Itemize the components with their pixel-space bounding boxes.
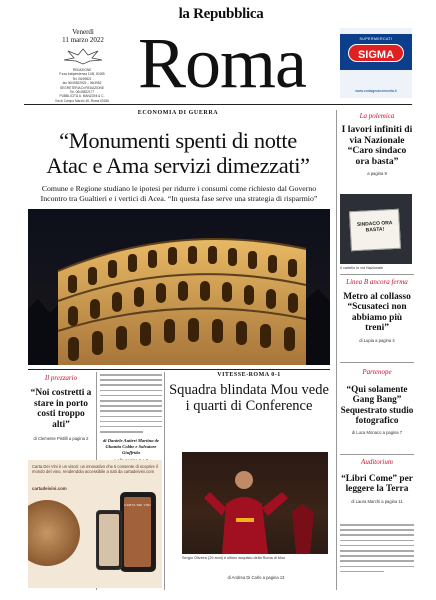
auditorium-body [340, 524, 414, 576]
sidebar-byline: di Luca Monaco a pagina 7 [351, 429, 403, 435]
main-headline-line: “Monumenti spenti di notte [59, 128, 297, 153]
contact-line: fax 06/49822923 – 06/4982 [62, 81, 102, 86]
colosseum-photo[interactable] [28, 209, 330, 365]
contact-line: REDAZIONE [72, 68, 92, 72]
contact-line: PUBBLICITÀ A. MANZONI & C. [59, 94, 105, 99]
sport-kicker: VITESSE-ROMA 0-1 [217, 372, 281, 378]
text-line [100, 374, 162, 376]
contact-line: P.zza Indipendenza 11/B, 00185 [59, 72, 105, 77]
story-byline: di Clemente Pistilli a pagina 2 [33, 436, 89, 442]
text-line [340, 566, 414, 568]
text-line [100, 431, 143, 433]
edition-title: Roma [138, 23, 306, 103]
weekday: Venerdì [72, 28, 94, 36]
text-line [340, 529, 414, 531]
date: 11 marzo 2022 [62, 36, 104, 44]
story-headline: “Noi costretti a stare in porto costi troppo alti” [30, 388, 92, 430]
text-line [340, 534, 414, 536]
sidebar-divider [336, 110, 337, 590]
contact-line: Via di Campo Marzio 46, Roma 00186 [55, 98, 109, 103]
date-box [44, 28, 122, 44]
text-line [100, 379, 162, 381]
sidebar-byline: a pagina 9 [367, 171, 387, 177]
newspaper-name: la Repubblica [178, 6, 264, 22]
col-divider [164, 372, 165, 590]
main-kicker: ECONOMIA DI GUERRA [137, 110, 219, 116]
ad-url[interactable]: cartadeivini.com [32, 486, 67, 491]
text-line [100, 400, 162, 402]
sport-headline: Squadra blindata Mou vede i quarti di Conference [169, 382, 329, 414]
sidebar-byline: di Lupia a pagina 4 [359, 337, 395, 343]
top-ad-kicker: SUPERMERCATI [359, 37, 393, 41]
sidebar-byline: di Laura Marchi a pagina 11 [351, 498, 403, 504]
text-line [100, 395, 162, 397]
sidebar-separator [340, 362, 414, 363]
phone-screen [99, 514, 119, 566]
text-line [100, 416, 162, 418]
sidebar-story-polemica[interactable] [340, 112, 414, 176]
text-line [340, 560, 414, 562]
via-nazionale-caption: Il cartello in via Nazionale [340, 266, 384, 270]
main-headline-line: Atac e Ama servizi dimezzati” [46, 153, 310, 178]
sport-caption: Sergio Oliveira (29 anni) è ultimo acquisto della Roma di Mou [182, 556, 286, 560]
player-illustration [182, 452, 328, 554]
carta-dei-vini-ad[interactable] [28, 460, 162, 588]
text-line [340, 524, 414, 526]
protest-sign [349, 209, 401, 252]
text-line [340, 571, 384, 573]
text-line [100, 421, 162, 423]
text-line [340, 540, 414, 542]
top-ad-brand [348, 44, 404, 62]
sidebar-story-partenope[interactable] [340, 368, 414, 435]
mid-col-authors: di Daniele Autieri Martina de Ghantia Cobbe e Salvatore Giuffrida [103, 438, 159, 455]
sidebar-separator [340, 454, 414, 455]
logo-eagle [54, 46, 112, 66]
sidebar-story-metro[interactable] [340, 278, 414, 343]
contact-line: Tel. 06/49821 [72, 76, 92, 81]
sidebar-story-auditorium[interactable] [340, 458, 414, 504]
colosseum-illustration [28, 209, 330, 365]
top-ad-url[interactable]: www.codsigmacomunita.it [355, 89, 397, 93]
mid-col-body [100, 374, 162, 436]
main-summary: Comune e Regione studiano le ipotesi per ridurre i consumi come richiesto dal Governo Incontro tra Gualtieri e i vertici di Acea. “In questa fase serve una strategia di risparmio” [40, 184, 318, 203]
masthead-divider [24, 104, 412, 105]
top-ad-banner [340, 34, 412, 70]
section-label: Il prezzario [44, 374, 78, 382]
section-label: Auditorium [361, 458, 393, 466]
text-line [340, 550, 414, 552]
sidebar-headline: “Qui solamente Gang Bang” Sequestrato studio fotografico [340, 384, 414, 426]
protest-sign-text: SINDACO ORA BASTA! [356, 220, 393, 234]
sidebar-headline: “Libri Come” per leggere la Terra [341, 474, 413, 495]
top-ad-brand-text: SIGMA [357, 49, 395, 61]
phone-label: CARTA DEI VINI [124, 503, 151, 507]
sidebar-headline: Metro al collasso “Scusateci non abbiamo più treni” [343, 292, 411, 334]
text-line [340, 555, 414, 557]
contacts-block [30, 68, 134, 103]
main-headline[interactable] [28, 128, 328, 178]
phone-screen [124, 497, 151, 567]
phone-mockup [120, 492, 156, 572]
sidebar-separator [340, 274, 414, 275]
contact-line: SEGRETERIA DI REDAZIONE [60, 85, 104, 90]
section-label: Linea B ancora ferma [346, 278, 408, 286]
ad-text: Carta Dei Vini è un visori: un innovativo che ti consente di scoprire il mondo del vino, rendendola accessibile a tutti da cartadeivini.com [32, 464, 158, 475]
sport-photo[interactable] [182, 452, 328, 554]
text-line [340, 545, 414, 547]
section-label: La polemica [359, 112, 395, 120]
text-line [100, 390, 162, 392]
sport-byline: di Andrea Di Carlo a pagina 13 [227, 575, 285, 580]
via-nazionale-photo[interactable] [340, 194, 412, 264]
phone-mockup-back [96, 510, 122, 570]
story-prezzario[interactable] [28, 374, 94, 441]
text-line [100, 384, 162, 386]
sport-story[interactable] [168, 372, 330, 414]
lower-divider [28, 369, 330, 370]
top-ad[interactable] [340, 28, 412, 98]
wine-circle [28, 500, 80, 566]
section-label: Partenope [362, 368, 392, 376]
text-line [100, 405, 162, 407]
sidebar-headline: I lavori infiniti di via Nazionale “Caro sindaco ora basta” [341, 124, 413, 167]
text-line [100, 426, 162, 428]
text-line [100, 410, 162, 412]
contact-line: Tel. 06/49822177 [69, 90, 95, 95]
